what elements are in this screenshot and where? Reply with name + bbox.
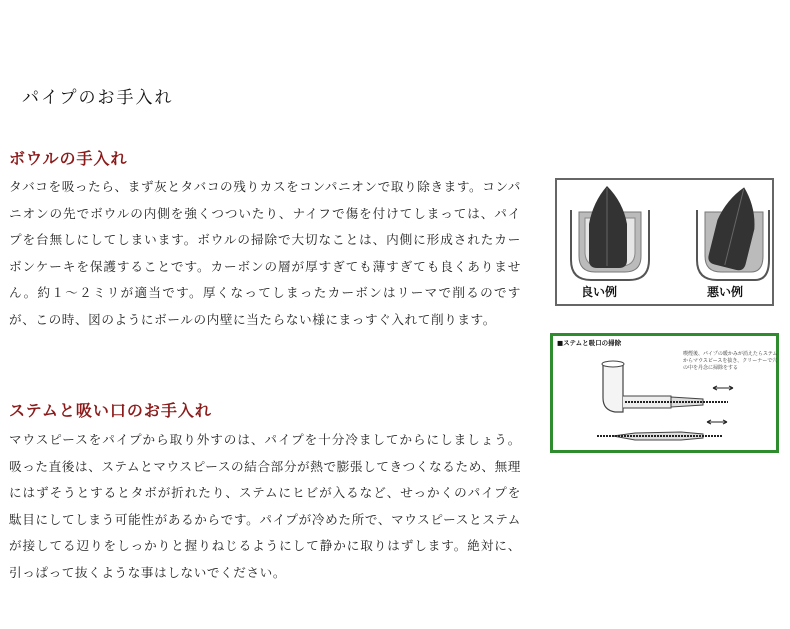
section-body-stem: マウスピースをパイプから取り外すのは、パイプを十分冷ましてからにしましょう。吸った直後は、ステムとマウスピースの結合部分が熱で膨張してきつくなるため、無理にはずそうとするとタボが折れたり、ステムにヒビが入るなど、せっかくのパイプを駄目にしてしまう可能性があるからです。パイプが冷めた所で、マウスピースとステムが接してる辺りをしっかりと握りねじるようにして静かに取りはずします。絶対に、引っぱって抜くような事はしないでください。: [9, 432, 521, 580]
stem-figure-title: ■ステムと吸口の掃除: [557, 339, 622, 347]
stem-cleaning-figure: [550, 333, 779, 453]
page-title: パイプのお手入れ: [22, 88, 174, 108]
section-title-bowl: ボウルの手入れ: [9, 149, 128, 168]
bad-example-label: 悪い例: [707, 285, 744, 299]
good-example-label: 良い例: [581, 285, 618, 299]
section-body-bowl: タバコを吸ったら、まず灰とタバコの残りカスをコンパニオンで取り除きます。コンパニオンの先でボウルの内側を強くつついたり、ナイフで傷を付けてしまっては、パイプを台無しにしてしまいます。ボウルの掃除で大切なことは、内側に形成されたカーボンケーキを保護することです。カーボンの層が厚すぎても薄すぎても良くありません。約１～２ミリが適当です。厚くなってしまったカーボンはリーマで削るのですが、この時、図のようにボールの内壁に当たらない様にまっすぐ入れて削ります。: [9, 179, 521, 327]
section-title-stem: ステムと吸い口のお手入れ: [9, 401, 212, 420]
stem-cleaning-illustration: [553, 336, 776, 450]
bowl-reaming-figure: [555, 178, 774, 306]
stem-figure-note: 喫煙後、パイプの暖かみが消えたらステムからマウスピースを抜き、クリーナーで穴の中を丹念に掃除をする: [683, 351, 778, 371]
